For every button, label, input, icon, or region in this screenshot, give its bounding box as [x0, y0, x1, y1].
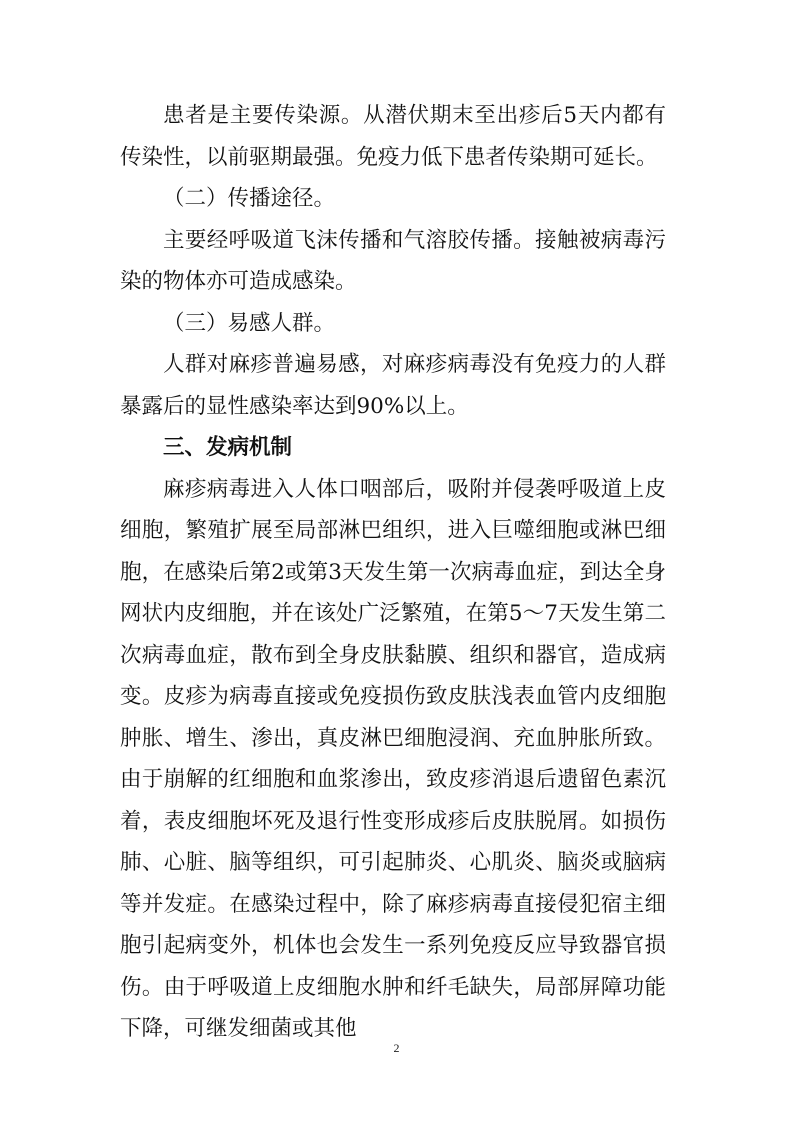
subheading-susceptible-population: （三）易感人群。 — [163, 310, 336, 336]
paragraph-transmission-route: 主要经呼吸道飞沫传播和气溶胶传播。接触被病毒污染的物体亦可造成感染。 — [120, 227, 666, 294]
section-heading-pathogenesis: 三、发病机制 — [163, 435, 293, 460]
paragraph-pathogenesis: 麻疹病毒进入人体口咽部后，吸附并侵袭呼吸道上皮细胞，繁殖扩展至局部淋巴组织，进入巨噬细胞或淋巴细胞，在感染后第2或第3天发生第一次病毒血症，到达全身网状内皮细胞，并在该处广泛繁殖，在第5～7天发生第二次病毒血症，散布到全身皮肤黏膜、组织和器官，造成病变。皮疹为病毒直接或免疫损伤致皮肤浅表血管内皮细胞肿胀、增生、渗出，真皮淋巴细胞浸润、充血肿胀所致。由于崩解的红细胞和血浆渗出，致皮疹消退后遗留色素沉着，表皮细胞坏死及退行性变形成疹后皮肤脱屑。如损伤肺、心脏、脑等组织，可引起肺炎、心肌炎、脑炎或脑病等并发症。在感染过程中，除了麻疹病毒直接侵犯宿主细胞引起病变外，机体也会发生一系列免疫反应导致器官损伤。由于呼吸道上皮细胞水肿和纤毛缺失，局部屏障功能下降，可继发细菌或其他 — [120, 476, 666, 1041]
page-number: 2 — [393, 1041, 400, 1055]
document-body — [120, 95, 666, 1050]
subheading-transmission-route: （二）传播途径。 — [163, 186, 336, 211]
paragraph-susceptible-population: 人群对麻疹普遍易感，对麻疹病毒没有免疫力的人群暴露后的显性感染率达到90%以上。 — [120, 352, 666, 419]
paragraph-transmission-source: 患者是主要传染源。从潜伏期末至出疹后5天内都有传染性，以前驱期最强。免疫力低下患者传染期可延长。 — [120, 103, 666, 170]
